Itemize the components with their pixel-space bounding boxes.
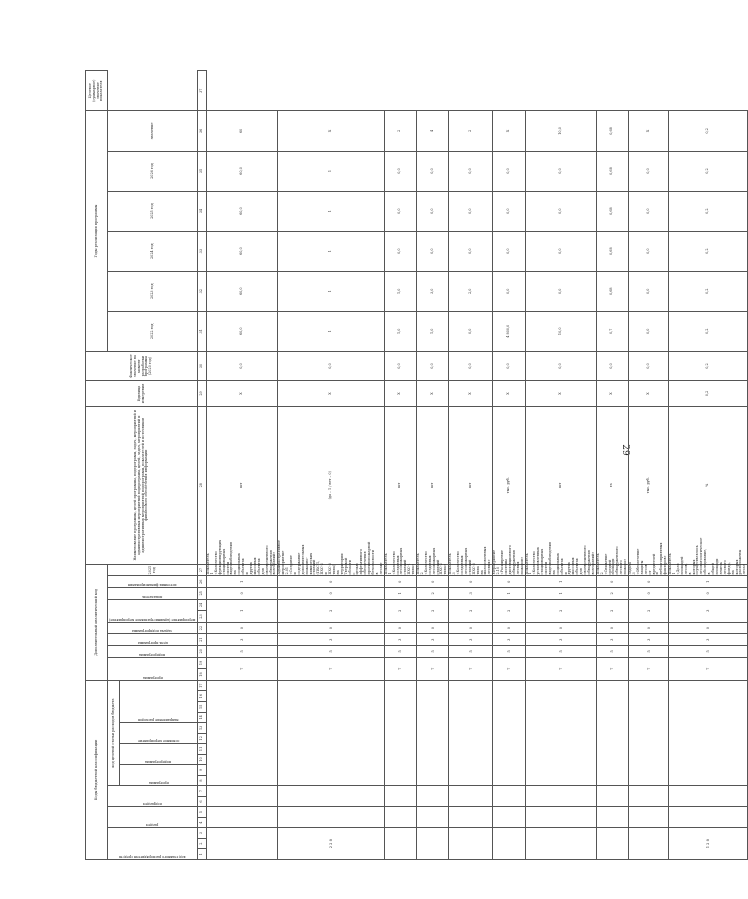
fact-header: Фактическое значение на момент разработки программы (2020 год) — [86, 351, 198, 381]
table-row — [278, 71, 384, 860]
year-value-cell: 0,0 — [493, 231, 525, 271]
unit-cell: (да – 1 / нет – 0) — [278, 406, 384, 564]
razdel-cell — [669, 807, 748, 828]
indicator-name-cell: Показатель 1 «Доля площадей лесов, в которых осуществлялось лесопатологическое обследование, в общей площади земель лесного фонда, на которых расположены леса» — [668, 537, 747, 575]
year-value-cell: 0,0 — [493, 271, 525, 311]
fact-cell: X — [384, 381, 416, 406]
year-value-cell: 0,0 — [417, 191, 449, 231]
grbs-cell — [207, 828, 278, 860]
target-cell: X — [278, 111, 384, 151]
programma-cell: 7 — [669, 657, 748, 680]
podprogramma-cell: 5 — [525, 646, 596, 658]
zadacha-cell: 0 — [596, 622, 628, 634]
target-cell: 0,2 — [669, 111, 748, 151]
grbs-cell — [525, 828, 596, 860]
column-number: 34 — [198, 191, 207, 231]
column-number: 17 — [198, 680, 207, 691]
plan-years-header: Годы реализации программы — [86, 111, 108, 351]
year-value-cell: 0,0 — [449, 351, 493, 381]
target-article-cell — [449, 680, 493, 785]
column-number: 20 — [198, 646, 207, 658]
unit-cell: шт — [384, 406, 416, 564]
year-value-cell: 0,0 — [449, 151, 493, 191]
name-header: Наименование программы, целей программы, подпрограмм, задач, мероприятий и административных мероприятий подпрограмм, целей, задач, мероприятий и административных мероприятий подпрограмм, показателей и источников финансового обеспечения информации — [86, 406, 198, 564]
zadacha-cell: 0 — [493, 622, 525, 634]
column-number: 35 — [198, 151, 207, 191]
meropriyatie-cell: 2 — [384, 599, 416, 622]
table-row — [525, 71, 596, 860]
unit-cell: шт — [525, 406, 596, 564]
fact-cell: 0,2 — [669, 381, 748, 406]
ist-fin-cell: 0 — [493, 576, 525, 588]
razdel-cell — [596, 807, 628, 828]
target-article-cell — [669, 680, 748, 785]
razdel-cell — [629, 807, 669, 828]
column-number: 25 — [198, 588, 207, 600]
column-number: 21 — [198, 634, 207, 646]
pokazatel-code-cell: 0 — [669, 588, 748, 600]
meropriyatie-cell: 2 — [525, 599, 596, 622]
year-value-cell: 1 — [278, 151, 384, 191]
column-number: 26 — [198, 576, 207, 588]
column-number: 37 — [198, 71, 207, 111]
year-value-cell: 0,0 — [278, 351, 384, 381]
table-row — [417, 71, 449, 860]
osn-mer-header: основное мероприятие — [137, 739, 180, 744]
meropriyatie-cell: 1 — [207, 599, 278, 622]
podrazdel-cell — [207, 786, 278, 807]
tsel-cell: 3 — [596, 634, 628, 646]
column-number: 5 — [198, 807, 207, 818]
pokazatel-code-cell: 1 — [493, 588, 525, 600]
year-2023-header: 2023 год — [108, 271, 198, 311]
pokazatel-code-cell: 2 — [417, 588, 449, 600]
fact-cell: X — [278, 381, 384, 406]
year-value-cell: 0,0 — [449, 231, 493, 271]
fact-cell: X — [207, 381, 278, 406]
meropriyatie-cell: 3 — [669, 599, 748, 622]
razdel-cell — [525, 807, 596, 828]
year-2022-header: 2022 год — [108, 311, 198, 351]
column-number: 6 — [198, 796, 207, 807]
tsel-cell: 3 — [493, 634, 525, 646]
ist-fin-header: источник финансирования — [128, 583, 177, 588]
target-cell: 0,68 — [596, 111, 628, 151]
podrazdel-cell — [629, 786, 669, 807]
year-2024-header: 2024 год — [108, 231, 198, 271]
fact-cell: X — [493, 381, 525, 406]
podrazdel-cell — [417, 786, 449, 807]
zadacha-cell: 0 — [449, 622, 493, 634]
tsel-cell: 3 — [278, 634, 384, 646]
target-article-cell — [525, 680, 596, 785]
grbs-cell: 1 2 8 — [669, 828, 748, 860]
programma-cell: 7 — [525, 657, 596, 680]
target-article-cell — [629, 680, 669, 785]
table-row — [629, 71, 669, 860]
programma-cell: 7 — [629, 657, 669, 680]
podrazdel-cell — [384, 786, 416, 807]
year-value-cell: 0,0 — [384, 151, 416, 191]
target-article-code-header: код целевой статьи расходов бюджета — [108, 680, 120, 785]
unit-cell: тыс. руб. — [493, 406, 525, 564]
column-number: 31 — [198, 311, 207, 351]
year-value-cell: 0,2 — [669, 271, 748, 311]
ist-fin-cell: 0 — [278, 576, 384, 588]
pokazatel-code-cell: 3 — [449, 588, 493, 600]
year-value-cell: 0,2 — [669, 231, 748, 271]
podrazdel-header: подраздел — [143, 802, 162, 807]
unit-cell: шт — [417, 406, 449, 564]
fact-cell: X — [417, 381, 449, 406]
podprogramma-cell: 5 — [669, 646, 748, 658]
year-value-cell: 0,0 — [629, 191, 669, 231]
target-cell: 2 — [384, 111, 416, 151]
zadacha-cell: 0 — [384, 622, 416, 634]
column-number: 23 — [198, 611, 207, 623]
zadacha-cell: 0 — [417, 622, 449, 634]
year-value-cell: 0,0 — [525, 231, 596, 271]
year-value-cell: 0,0 — [629, 311, 669, 351]
target-header: Целевое (суммарное) значение показателя — [86, 71, 108, 111]
target-article-cell — [596, 680, 628, 785]
indicator-name-cell: Показатель 1 «Количество созданных лесопожарных станций ПХС-1 типа» — [383, 547, 416, 575]
fact-cell: X — [449, 381, 493, 406]
year-value-cell: 0,0 — [417, 151, 449, 191]
unit-cell: га — [596, 406, 628, 564]
year-value-cell: 0,0 — [384, 351, 416, 381]
year-value-cell: 60,0 — [207, 191, 278, 231]
razdel-cell — [417, 807, 449, 828]
ist-fin-cell: 0 — [384, 576, 416, 588]
zadacha-cell: 0 — [669, 622, 748, 634]
tsel-header: цель программы — [137, 641, 168, 646]
programma-cell: 7 — [449, 657, 493, 680]
indicator-name-cell: Показатель 2 «Снижение средней площади обнаруженного лесного пожара» — [595, 546, 628, 575]
unit-cell: % — [669, 406, 748, 564]
podprogramma-header: подпрограмма — [139, 652, 166, 657]
year-value-cell: 0,0 — [629, 271, 669, 311]
tsel-cell: 3 — [669, 634, 748, 646]
year-value-cell: 0,2 — [669, 351, 748, 381]
meropriyatie-cell: 2 — [417, 599, 449, 622]
column-number: 13 — [198, 723, 207, 734]
table-row — [207, 71, 278, 860]
year-value-cell: 0,0 — [596, 351, 628, 381]
target-cell: X — [629, 111, 669, 151]
podprogramma-cell: 5 — [493, 646, 525, 658]
pokazatel-header: показатель — [142, 594, 163, 599]
tsel-cell: 3 — [449, 634, 493, 646]
pokazatel-code-cell: 0 — [207, 588, 278, 600]
year-value-cell: 0,68 — [596, 191, 628, 231]
razdel-cell — [384, 807, 416, 828]
indicator-name-cell: Показатель 3 «Количество созданных лесопожарных станций ПХС-3 типа на малоосвоенных лесных» — [448, 546, 492, 575]
target-cell: X — [493, 111, 525, 151]
year-value-cell: 0,0 — [449, 311, 493, 351]
target-value-header: значение — [108, 111, 198, 151]
column-number: 29 — [198, 381, 207, 406]
year-2025-header: 2025 год — [108, 191, 198, 231]
year-value-cell: 0,0 — [525, 271, 596, 311]
pokazatel-code-cell: 0 — [629, 588, 669, 600]
column-number: 14 — [198, 712, 207, 723]
podprogramma-cell: 5 — [278, 646, 384, 658]
column-number: 7 — [198, 786, 207, 797]
tsel-cell: 3 — [417, 634, 449, 646]
podprogramma-cell: 5 — [449, 646, 493, 658]
programma-cell: 7 — [207, 657, 278, 680]
year-value-cell: 0,0 — [629, 351, 669, 381]
year-value-cell: 0,0 — [629, 231, 669, 271]
target-cell: 60 — [207, 111, 278, 151]
podrazdel-cell — [525, 786, 596, 807]
indicator-name-cell: Мероприятие 2.10 «Расширение системы дистанционного обнаружения лесных пожаров» — [492, 545, 524, 575]
year-value-cell: 1,0 — [384, 311, 416, 351]
unit-cell: тыс. руб. — [629, 406, 669, 564]
meropriyatie-cell: 2 — [596, 599, 628, 622]
year-value-cell: 0,2 — [669, 191, 748, 231]
target-article-cell — [278, 680, 384, 785]
indicator-name-cell: Показатель 1 «Количество установленных стационарных систем видеонаблюдения на социальных объектах и других массовых объектах для своевременного обнаружения возгораний» — [524, 541, 595, 575]
grbs-cell — [629, 828, 669, 860]
column-number: 16 — [198, 691, 207, 702]
column-number: 36 — [198, 111, 207, 151]
meropriyatie-cell: 2 — [278, 599, 384, 622]
column-number: 18 — [198, 669, 207, 681]
year-value-cell: 0,0 — [525, 191, 596, 231]
podprogramma-cell: 5 — [417, 646, 449, 658]
year-value-cell: 60,0 — [207, 231, 278, 271]
column-number: 2 — [198, 838, 207, 849]
program-indicators-table — [85, 70, 748, 860]
indicator-name-cell: Показатель 1 «Количество функционирующих стационарных систем видеонаблюдения на социальных объектах и других массовых объектах для своевременного обнаружения возгораний» — [206, 539, 277, 575]
page-number: 29 — [620, 444, 630, 456]
year-value-cell: 0,0 — [384, 191, 416, 231]
table-row — [493, 71, 525, 860]
podrazdel-cell — [493, 786, 525, 807]
year-value-cell: 1 — [278, 271, 384, 311]
grbs-cell — [449, 828, 493, 860]
column-number: 27 — [198, 564, 207, 576]
column-number: 28 — [198, 406, 207, 564]
additional-code-header: Дополнительный аналитический код — [86, 564, 108, 680]
column-number: 3 — [198, 828, 207, 839]
target-article-cell — [207, 680, 278, 785]
programma-cell: 7 — [384, 657, 416, 680]
podrazdel-cell — [278, 786, 384, 807]
year-value-cell: 0,0 — [493, 191, 525, 231]
ist-fin-cell: 0 — [596, 576, 628, 588]
podprogramma-cell: 5 — [207, 646, 278, 658]
indicator-name-cell: Административное мероприятие 2.01 «Создание и содержание дополнительных пожарно-химических станций (ПХС-1, ПХС-2 и ПХС-3 типа) на территории Тверской области с целью эффективного обеспечения противопожарной безопасности в лесах» — [277, 540, 383, 575]
grbs-cell — [493, 828, 525, 860]
zadacha-cell: 0 — [629, 622, 669, 634]
column-number: 24 — [198, 599, 207, 611]
year-value-cell: 0,0 — [525, 151, 596, 191]
tsel-cell: 3 — [629, 634, 669, 646]
programma-cell: 7 — [417, 657, 449, 680]
programma-cell: 7 — [493, 657, 525, 680]
year-value-cell: 0,0 — [207, 351, 278, 381]
year-value-cell: 1 — [278, 311, 384, 351]
year-value-cell: 60,0 — [207, 311, 278, 351]
prog-code-header: программа — [148, 781, 169, 786]
budget-classification-header: Коды бюджетной классификации — [86, 680, 108, 859]
unit-cell: шт — [207, 406, 278, 564]
year-value-cell: 0,0 — [493, 351, 525, 381]
pokazatel-code-cell: 0 — [278, 588, 384, 600]
year-value-cell: 1 — [278, 231, 384, 271]
year-value-cell: 0,68 — [596, 151, 628, 191]
column-number: 9 — [198, 765, 207, 776]
ist-fin-cell: 0 — [449, 576, 493, 588]
podprog-code-header: подпрограмма — [145, 760, 172, 765]
year-value-cell: 4 800,0 — [493, 311, 525, 351]
column-number: 8 — [198, 775, 207, 786]
table-row — [669, 71, 748, 860]
pokazatel-code-cell: 1 — [525, 588, 596, 600]
grbs-cell — [596, 828, 628, 860]
column-number: 1 — [198, 849, 207, 860]
target-article-cell — [384, 680, 416, 785]
tsel-cell: 3 — [207, 634, 278, 646]
podprogramma-cell: 5 — [384, 646, 416, 658]
razdel-cell — [493, 807, 525, 828]
table-row — [384, 71, 416, 860]
column-number: 11 — [198, 744, 207, 755]
napr-rash-header: направление расходов — [138, 718, 179, 723]
year-value-cell: 0,68 — [596, 271, 628, 311]
target-article-cell — [417, 680, 449, 785]
year-value-cell: 0,2 — [669, 151, 748, 191]
razdel-cell — [278, 807, 384, 828]
razdel-cell — [449, 807, 493, 828]
year-value-cell: 0,0 — [493, 151, 525, 191]
year-value-cell: 0,7 — [596, 311, 628, 351]
meropriyatie-cell: 2 — [493, 599, 525, 622]
ist-fin-cell: 0 — [629, 576, 669, 588]
column-number: 30 — [198, 351, 207, 381]
meropriyatie-cell: 2 — [449, 599, 493, 622]
grbs-cell — [384, 828, 416, 860]
year-value-cell: 0,0 — [384, 231, 416, 271]
podrazdel-cell — [669, 786, 748, 807]
tsel-cell: 3 — [525, 634, 596, 646]
year-value-cell: 3,0 — [417, 271, 449, 311]
fact-cell: X — [525, 381, 596, 406]
target-cell: 2 — [449, 111, 493, 151]
year-value-cell: 0,2 — [669, 311, 748, 351]
year-value-cell: 0,68 — [596, 231, 628, 271]
podrazdel-cell — [449, 786, 493, 807]
zadacha-cell: 0 — [207, 622, 278, 634]
ist-fin-cell: 1 — [207, 576, 278, 588]
table-row — [449, 71, 493, 860]
year-value-cell: 60,0 — [207, 271, 278, 311]
year-value-cell: 1,0 — [417, 311, 449, 351]
programma-cell: 7 — [278, 657, 384, 680]
column-number: 19 — [198, 657, 207, 669]
fact-cell: X — [629, 381, 669, 406]
ist-fin-cell: 0 — [417, 576, 449, 588]
grbs-cell: 2 2 8 — [278, 828, 384, 860]
unit-cell: шт — [449, 406, 493, 564]
pokazatel-code-cell: 2 — [596, 588, 628, 600]
column-number: 33 — [198, 231, 207, 271]
fact-cell: X — [596, 381, 628, 406]
programma-cell: 7 — [596, 657, 628, 680]
podrazdel-cell — [596, 786, 628, 807]
indicator-name-cell: Показатель 2 «Количество созданных лесопожарных станций ПХС-2 типа» — [416, 547, 448, 575]
unit-header: Единица измерения — [86, 381, 198, 406]
year-value-cell: 0,0 — [525, 351, 596, 381]
year-2026-header: 2026 год — [108, 151, 198, 191]
ist-fin-cell: 1 — [669, 576, 748, 588]
grbs-cell — [417, 828, 449, 860]
rotated-table-stage — [85, 70, 747, 860]
tsel-cell: 3 — [384, 634, 416, 646]
indicator-name-cell: Задача 3 «Обеспечение защиты лесов от вредителей и неблагоприятных факторов» — [628, 542, 668, 575]
meropriyatie-cell: 2 — [629, 599, 669, 622]
podprogramma-cell: 5 — [629, 646, 669, 658]
column-numbers-row — [198, 71, 207, 860]
year-value-cell: 1 — [278, 191, 384, 231]
zadacha-cell: 0 — [525, 622, 596, 634]
column-number: 12 — [198, 733, 207, 744]
table-row — [596, 71, 628, 860]
column-number: 10 — [198, 754, 207, 765]
column-number: 15 — [198, 702, 207, 713]
pokazatel-code-cell: 1 — [384, 588, 416, 600]
column-number: 22 — [198, 622, 207, 634]
year-2021-header: 2021 год — [108, 564, 198, 576]
target-article-cell — [493, 680, 525, 785]
zadacha-cell: 0 — [278, 622, 384, 634]
podprogramma-cell: 5 — [596, 646, 628, 658]
zadacha-header: задача подпрограммы — [132, 629, 173, 634]
year-value-cell: 0,0 — [417, 351, 449, 381]
year-value-cell: 10,0 — [525, 311, 596, 351]
razdel-header: раздел — [146, 823, 159, 828]
year-value-cell: 2,0 — [449, 271, 493, 311]
year-value-cell: 0,0 — [417, 231, 449, 271]
programma-header: программа — [142, 675, 163, 680]
ist-fin-cell: 1 — [525, 576, 596, 588]
meropriyatie-header: мероприятие (административное мероприятие) — [109, 617, 196, 622]
year-value-cell: 0,0 — [449, 191, 493, 231]
grbs-header: код главного распорядителя средств — [119, 855, 186, 859]
column-number: 4 — [198, 817, 207, 828]
column-number: 32 — [198, 271, 207, 311]
year-value-cell: 60,0 — [207, 151, 278, 191]
razdel-cell — [207, 807, 278, 828]
year-value-cell: 1,0 — [384, 271, 416, 311]
target-cell: 4 — [417, 111, 449, 151]
year-value-cell: 0,0 — [629, 151, 669, 191]
target-cell: 10,0 — [525, 111, 596, 151]
